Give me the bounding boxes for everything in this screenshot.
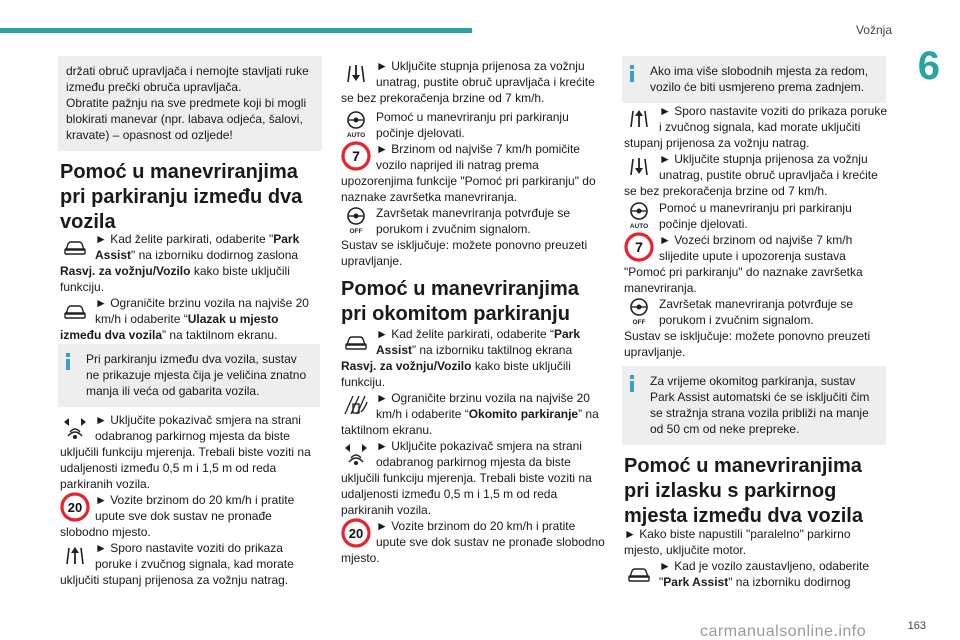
system-off-text-2: Sustav se isključuje: možete ponovno preuzeti upravljanje. [624,329,871,359]
heading-parallel-parking: Pomoć u manevriranjima pri parkiranju između dva vozila [60,161,303,233]
step-reverse: ► Uključite stupnja prijenosa za vožnju unatrag, pustite obruč upravljača i krećite se bez prekoračenja brzine od 7 km/h. [341,59,595,105]
info-box-perpendicular: Za vrijeme okomitog parkiranja, sustav Park Assist automatski će se isključiti čim se stražnja strana vozila približi na manje od 50 cm od neke prepreke. [622,366,886,445]
speed-20-badge-icon [60,492,90,522]
heading-perpendicular-parking: Pomoć u manevriranjima pri okomitom parkiranju [341,278,579,325]
turn-signal-sensor-icon [341,438,371,468]
speed-20-badge-icon [341,518,371,548]
svg-text:OFF: OFF [632,319,646,326]
info-text: Pri parkiranju između dva vozila, sustav ne prikazuje mjesta čija je veličina znatno manja ili veća od gabarita vozila. [86,352,307,398]
step-manoeuvre-end-2: OFF Završetak manevriranja potvrđuje se porukom i zvučnim signalom. [624,296,888,328]
auto-steering-icon [624,200,654,230]
step-reverse-2: ► Uključite stupnja prijenosa za vožnju unatrag, pustite obruč upravljača i krećite se bez prekoračenja brzine od 7 km/h. [624,152,878,198]
reverse-arrow-icon [624,151,654,181]
watermark: carmanualsonline.info [700,623,867,640]
forward-arrow-icon [60,540,90,570]
svg-text:7: 7 [352,148,360,164]
step-assist-active: AUTO Pomoć u manevriranju pri parkiranju počinje djelovati. [341,109,605,141]
step-select-park-assist-3: ► Kad je vozilo zaustavljeno, odaberite "Park Assist" na izborniku dodirnog [624,558,888,590]
step-indicator: ► Uključite pokazivač smjera na strani odabranog parkirnog mjesta da biste uključili funkciju mjerenja. Trebali biste voziti na udaljenosti između 0,5 m i 1,5 m od reda parkiranih vozila. [60,413,311,491]
step-continue-slowly-2: ► Sporo nastavite voziti do prikaza poruke i zvučnog signala, kad morate uključiti stupanj prijenosa za vožnju natrag. [624,104,887,150]
turn-signal-sensor-icon [60,412,90,442]
info-box-multiple-spaces: Ako ima više slobodnih mjesta za redom, vozilo će biti usmjereno prema zadnjem. [622,56,886,103]
auto-steering-icon [341,109,371,139]
svg-text:7: 7 [635,239,643,255]
section-title: Vožnja [855,23,892,37]
car-menu-icon [60,231,90,261]
step-start-engine: ► Kako biste napustili "paralelno" parkirno mjesto, uključite motor. [624,527,851,557]
system-off-text: Sustav se isključuje: možete ponovno preuzeti upravljanje. [341,238,588,268]
svg-text:AUTO: AUTO [629,223,649,230]
step-select-park-assist-2: ► Kad želite parkirati, odaberite “Park Assist” na izborniku taktilnog ekrana Rasvj. za vožnju/Vozilo kako biste uključili funkciju. [341,327,580,389]
car-menu-icon [341,326,371,356]
note-text: držati obruč upravljača i nemojte stavljati ruke između prečki obruča upravljača. Obratite pažnju na sve predmete koji bi mogli blokirati manevar (npr. labava odjeća, šalovi, kravate) – opasnost od ozljede! [66,64,309,142]
step-select-park-assist: ► Kad želite parkirati, odaberite "Park Assist" na izborniku dodirnog zaslona Rasvj. za vožnju/Vozilo kako biste uključili funkciju. [60,232,300,294]
note-box [58,56,322,151]
step-drive-20-2: 20 ► Vozite brzinom do 20 km/h i pratite upute sve dok sustav ne pronađe slobodno mjesto. [341,519,605,565]
page-number: 163 [907,620,926,632]
forward-arrow-icon [624,103,654,133]
step-drive-7: 7 ► Brzinom od najviše 7 km/h pomičite vozilo naprijed ili natrag prema upozorenjima funkcije "Pomoć pri parkiranju" do naznake završetka manevriranja. [341,142,596,204]
speed-7-badge-icon [341,141,371,171]
step-drive-7-2: 7 ► Vozeći brzinom od najviše 7 km/h slijedite upute i upozorenja sustava "Pomoć pri parkiranju" do naznake završetka manevriranja. [624,233,863,295]
step-limit-speed-2: ► Ograničite brzinu vozila na najviše 20 km/h i odaberite “Okomito parkiranje” na taktilnom ekranu. [341,391,599,437]
step-assist-active-2: AUTO Pomoć u manevriranju pri parkiranju počinje djelovati. [624,200,888,232]
step-indicator-2: ► Uključite pokazivač smjera na strani odabranog parkirnog mjesta da biste uključili funkciju mjerenja. Trebali biste voziti na udaljenosti između 0,5 m i 1,5 m od reda parkiranih vozila. [341,439,592,517]
info-icon [630,375,634,393]
steering-off-icon [624,296,654,326]
info-box [58,344,320,407]
step-manoeuvre-end: OFF Završetak manevriranja potvrđuje se porukom i zvučnim signalom. [341,205,605,237]
car-menu-icon [624,558,654,588]
header-accent-bar [0,28,472,33]
heading-exit-parking: Pomoć u manevriranjima pri izlasku s parkirnog mjesta između dva vozila [624,455,863,527]
chapter-number: 6 [917,44,940,88]
svg-text:AUTO: AUTO [346,132,366,139]
step-limit-speed: ► Ograničite brzinu vozila na najviše 20 km/h i odaberite “Ulazak u mjesto između dva vozila” na taktilnom ekranu. [60,296,309,342]
svg-text:20: 20 [67,500,83,515]
step-drive-20: 20 ► Vozite brzinom do 20 km/h i pratite upute sve dok sustav ne pronađe slobodno mjesto. [60,493,295,539]
steering-off-icon [341,205,371,235]
car-menu-icon [60,295,90,325]
svg-text:OFF: OFF [349,228,363,235]
info-icon [66,353,70,371]
speed-7-badge-icon [624,232,654,262]
info-icon [630,65,634,83]
reverse-arrow-icon [341,58,371,88]
svg-text:20: 20 [348,526,364,541]
perpendicular-parking-icon [341,390,371,420]
step-continue-slowly: ► Sporo nastavite voziti do prikaza poruke i zvučnog signala, kad morate uključiti stupanj prijenosa za vožnju natrag. [60,541,294,587]
